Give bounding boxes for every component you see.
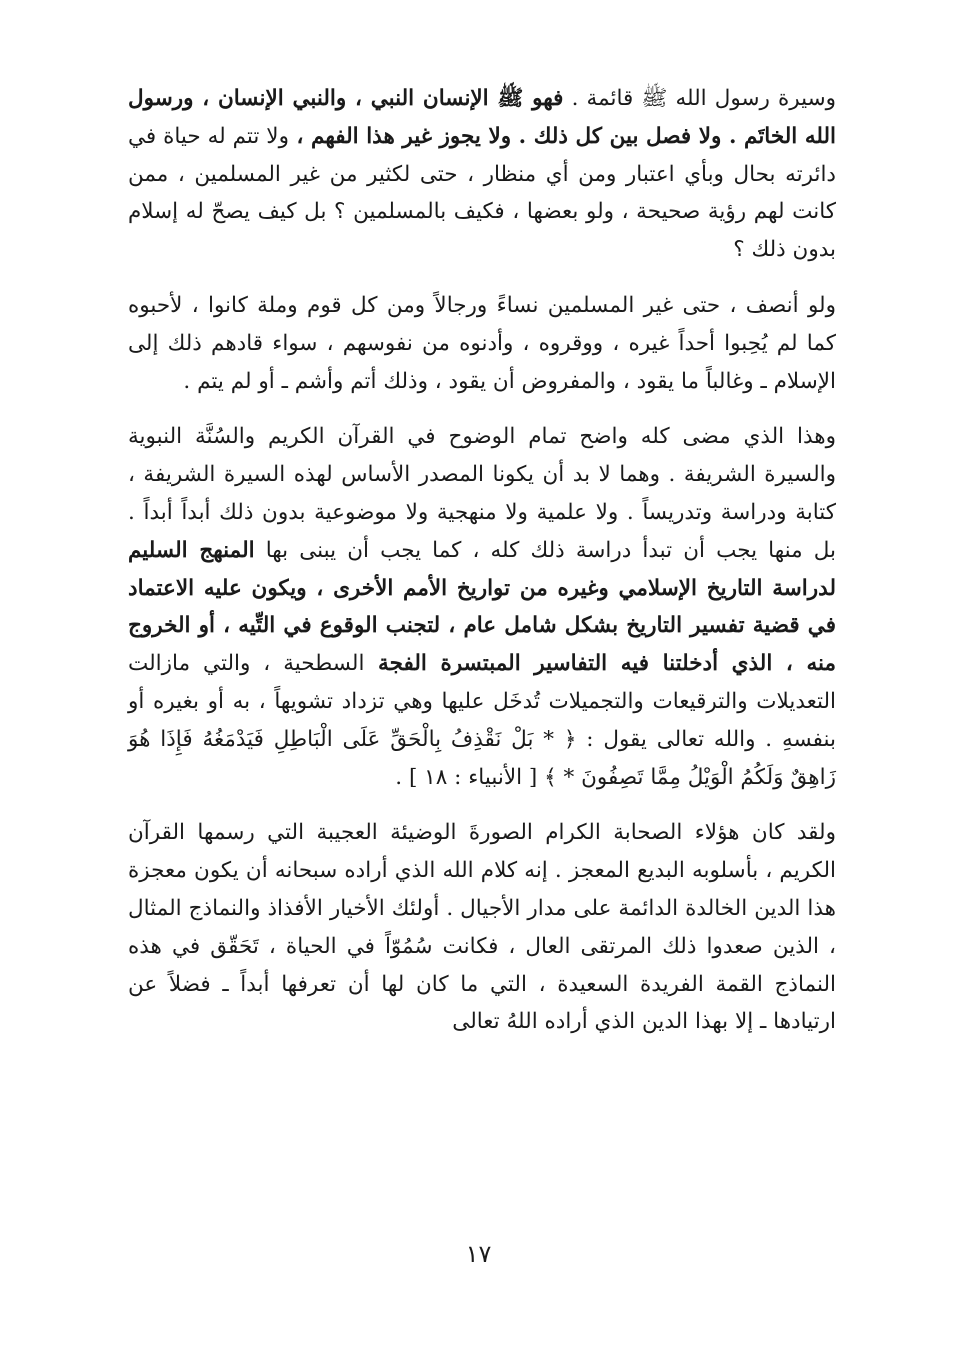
paragraph-2 <box>128 287 836 400</box>
paragraph-2-text: ولو أنصف ، حتى غير المسلمين نساءً ورجالاً ومن كل قوم وملة كانوا ، لأحبوه كما لم يُحِبوا أحداً غيره ، ووقروه ، وأدنوه من نفوسهم ، سواء قادهم ذلك إلى الإسلام ـ وغالباً ما يقود ، والمفروض أن يقود ، وذلك أتم وأشم ـ أو لم يتم . <box>128 292 836 394</box>
paragraph-3-bold-text: المنهج السليم لدراسة التاريخ الإسلامي وغيره من تواريخ الأمم الأخرى ، ويكون عليه الاعتماد في قضية تفسير التاريخ بشكل شامل عام ، لتجنب الوقوع في التِّيه ، أو الخروج منه ، الذي أدخلتنا فيه التفاسير المبتسرة الفجة <box>128 537 837 677</box>
verse-citation: * ﴾ [ الأنبياء : ١٨ ] . <box>395 764 582 790</box>
paragraph-1-text-b: ولا تتم له حياة في دائرته بحال وبأي اعتبار ومن أي منظار ، حتى لكثير من غير المسلمين ، ممن كانت لهم رؤية صحيحة ، ولو بعضها ، فكيف بالمسلمين ؟ بل كيف يصحّ له إسلام بدون ذلك ؟ <box>128 123 836 263</box>
page-number: ١٧ <box>465 1240 492 1268</box>
paragraph-1 <box>128 80 836 269</box>
paragraph-4-text: ولقد كان هؤلاء الصحابة الكرام الصورةَ الوضيئة العجيبة التي رسمها القرآن الكريم ، بأسلوبه البديع المعجز . إنه كلام الله الذي أراده سبحانه أن يكون معجزة هذا الدين الخالدة الدائمة على مدار الأجيال . أولئك الأخيار الأفذاذ والنماذج المثال ، الذين صعدوا ذلك المرتقى العال ، فكانت سُمُوّاً في الحياة ، تَحَقّق في هذه النماذج القمة الفريدة السعيدة ، التي ما كان لها أن تعرفها أبداً ـ فضلاً عن ارتيادها ـ إلا بهذا الدين الذي أراده اللهُ تعالى <box>128 820 836 1035</box>
quran-verse: بَلْ نَقْذِفُ بِالْحَقِّ عَلَى الْبَاطِلِ فَيَدْمَغُهُ فَإِذَا هُوَ زَاهِقٌ وَلَكُمُ الْوَيْلُ مِمَّا تَصِفُونَ <box>128 726 836 790</box>
paragraph-4 <box>128 814 836 1041</box>
paragraph-1-bold-text: فهو ﷺ الإنسان النبي ، والنبي الإنسان ، ورسول الله الخاتَم . ولا فصل بين كل ذلك . ولا يجوز غير هذا الفهم ، <box>128 86 836 149</box>
paragraph-3-text-a: وهذا الذي مضى كله واضح تمام الوضوح في القرآن الكريم والسُنَّة النبوية والسيرة الشريفة . وهما لا بد أن يكونا المصدر الأساس لهذه السيرة الشريفة ، كتابة ودراسة وتدريساً . ولا علمية ولا منهجية ولا موضوعية بدون ذلك أبداً أبداً . بل منها يجب أن تبدأ دراسة ذلك كله ، كما يجب أن يبنى بها <box>128 424 836 563</box>
paragraph-3 <box>128 418 836 796</box>
paragraph-3-text-b: السطحية ، والتي مازالت التعديلات والترقيعات والتجميلات تُدخَل عليها وهي تزداد تشويهاً ، به أو بغيره أو بنفسهِ . والله تعالى يقول : ﴿ * <box>128 651 837 752</box>
page-body <box>128 80 836 1059</box>
paragraph-1-text-a: وسيرة رسول الله ﷺ قائمة . <box>563 86 837 111</box>
